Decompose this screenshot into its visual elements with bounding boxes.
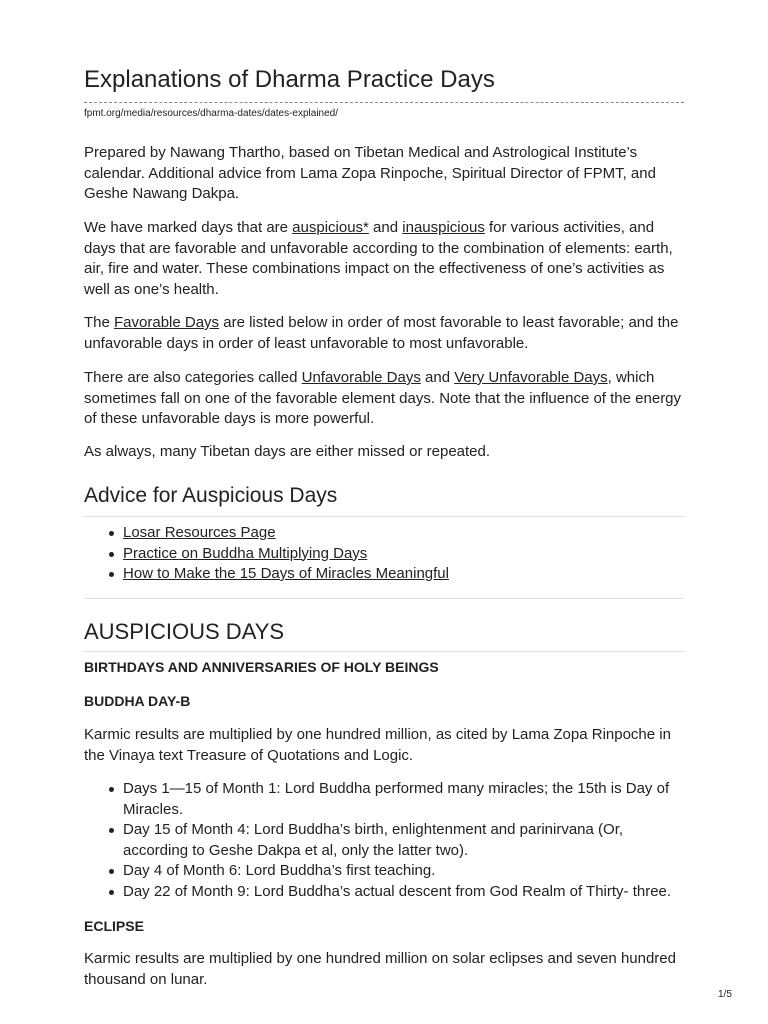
intro-paragraph-3: The Favorable Days are listed below in order of most favorable to least favorable; and the unfavorable days in order of least unfavorable to most unfavorable. xyxy=(84,314,679,352)
eclipse-heading: ECLIPSE xyxy=(84,918,144,934)
intro-paragraph-5: As always, many Tibetan days are either missed or repeated. xyxy=(84,443,491,460)
list-item: Day 15 of Month 4: Lord Buddha’s birth, enlightenment and parinirvana (Or, according to Geshe Dakpa et al, only the latter two). xyxy=(123,820,684,861)
title-dashed-divider xyxy=(84,102,684,103)
list-item xyxy=(123,564,684,585)
page-number: 1/5 xyxy=(718,989,732,1000)
inauspicious-link[interactable]: inauspicious xyxy=(402,219,485,236)
intro-paragraph-4: There are also categories called Unfavorable Days and Very Unfavorable Days, which sometimes fall on one of the favorable element days. Note that the influence of the energy of these unfavorable days is more powerful. xyxy=(84,369,682,427)
buddha-day-list xyxy=(84,779,684,902)
list-item: Day 22 of Month 9: Lord Buddha’s actual descent from God Realm of Thirty- three. xyxy=(123,882,684,903)
buddha-multiplying-days-link[interactable]: Practice on Buddha Multiplying Days xyxy=(123,544,368,562)
favorable-days-link[interactable]: Favorable Days xyxy=(114,314,220,331)
losar-resources-link[interactable]: Losar Resources Page xyxy=(123,524,276,541)
list-item xyxy=(123,544,684,565)
holy-beings-subheading: BIRTHDAYS AND ANNIVERSARIES OF HOLY BEINGS xyxy=(84,659,439,675)
source-url: fpmt.org/media/resources/dharma-dates/dates-explained/ xyxy=(84,108,339,119)
list-item: Days 1—15 of Month 1: Lord Buddha performed many miracles; the 15th is Day of Miracles. xyxy=(123,779,684,820)
very-unfavorable-days-link[interactable]: Very Unfavorable Days xyxy=(454,369,608,386)
advice-links-list xyxy=(84,523,684,585)
advice-heading: Advice for Auspicious Days xyxy=(84,484,338,507)
advice-list-rule xyxy=(84,598,684,599)
eclipse-description: Karmic results are multiplied by one hundred million on solar eclipses and seven hundred thousand on lunar. xyxy=(84,950,676,988)
buddha-day-heading: BUDDHA DAY-B xyxy=(84,693,191,709)
auspicious-link[interactable]: auspicious* xyxy=(292,219,369,236)
unfavorable-days-link[interactable]: Unfavorable Days xyxy=(301,369,421,386)
buddha-day-description: Karmic results are multiplied by one hundred million, as cited by Lama Zopa Rinpoche in the Vinaya text Treasure of Quotations and Logic. xyxy=(84,726,671,764)
page-title: Explanations of Dharma Practice Days xyxy=(84,66,495,93)
intro-paragraph-1: Prepared by Nawang Thartho, based on Tibetan Medical and Astrological Institute’s calendar. Additional advice from Lama Zopa Rinpoche, Spiritual Director of FPMT, and Geshe Nawang Dakpa. xyxy=(84,144,656,202)
fifteen-days-miracles-link[interactable]: How to Make the 15 Days of Miracles Meaningful xyxy=(123,565,449,582)
list-item xyxy=(123,523,684,544)
auspicious-heading-rule xyxy=(84,651,684,652)
intro-paragraph-2: We have marked days that are auspicious* and inauspicious for various activities, and days that are favorable and unfavorable according to the combination of elements: earth, air, fire and water. These combinations impact on the effectiveness of one’s activities as well as one’s health. xyxy=(84,219,673,298)
advice-heading-rule xyxy=(84,516,684,517)
list-item: Day 4 of Month 6: Lord Buddha’s first teaching. xyxy=(123,861,684,882)
auspicious-days-heading: AUSPICIOUS DAYS xyxy=(84,619,285,644)
